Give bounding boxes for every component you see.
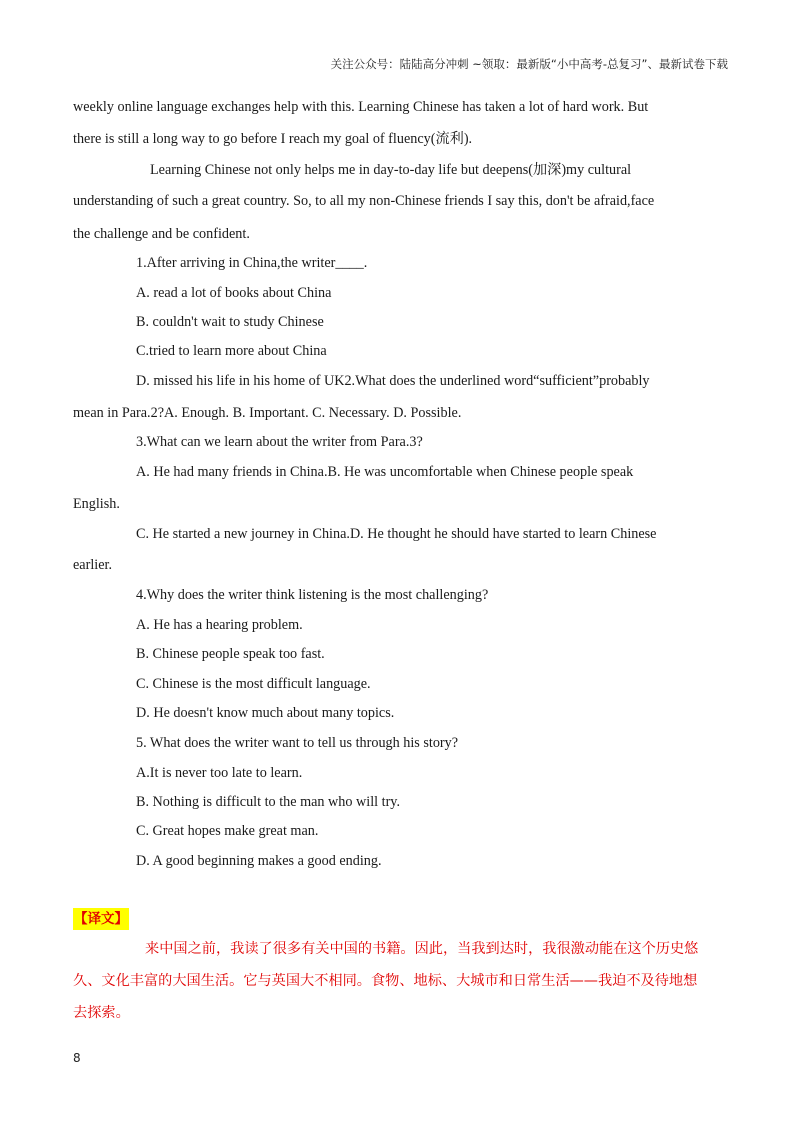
option-text: C. Great hopes make great man. (136, 823, 319, 839)
question-2-line: D. missed his life in his home of UK2.What does the underlined word“sufficient”probably (136, 373, 650, 389)
question-2-line: mean in Para.2?A. Enough. B. Important. C. Necessary. D. Possible. (73, 405, 462, 421)
translation-line: 去探索。 (73, 1005, 130, 1021)
option-text: B. couldn't wait to study Chinese (136, 314, 324, 330)
question-1: 1.After arriving in China,the writer____. (136, 255, 368, 271)
question-5: 5. What does the writer want to tell us through his story? (136, 735, 459, 751)
option-text: D. A good beginning makes a good ending. (136, 853, 382, 869)
translation-label: 【译文】 (73, 908, 129, 930)
option-text: A.It is never too late to learn. (136, 765, 303, 781)
option-text: B. Chinese people speak too fast. (136, 646, 325, 662)
option-text: C.tried to learn more about China (136, 343, 327, 359)
translation-line: 来中国之前，我读了很多有关中国的书籍。因此，当我到达时，我很激动能在这个历史悠 (145, 941, 699, 957)
passage-line: Learning Chinese not only helps me in day-to-day life but deepens(加深)my cultural (150, 162, 632, 178)
passage-line: there is still a long way to go before I reach my goal of fluency(流利). (73, 131, 473, 147)
option-text: C. Chinese is the most difficult language. (136, 676, 371, 692)
translation-line: 久、文化丰富的大国生活。它与英国大不相同。食物、地标、大城市和日常生活——我迫不及待地想 (73, 973, 698, 989)
passage-line: weekly online language exchanges help with this. Learning Chinese has taken a lot of hard work. But (73, 99, 649, 115)
page-header: 关注公众号：陆陆高分冲刺 ~领取：最新版“小中高考-总复习”、最新试卷下载 (330, 57, 728, 71)
option-text: C. He started a new journey in China.D. He thought he should have started to learn Chinese (136, 526, 657, 542)
page-number: 8 (73, 1051, 81, 1065)
option-text: English. (73, 496, 120, 512)
option-text: B. Nothing is difficult to the man who will try. (136, 794, 401, 810)
option-text: earlier. (73, 557, 112, 573)
question-3: 3.What can we learn about the writer from Para.3? (136, 434, 423, 450)
passage-line: understanding of such a great country. So, to all my non-Chinese friends I say this, don't be afraid,face (73, 193, 655, 209)
option-text: A. He had many friends in China.B. He was uncomfortable when Chinese people speak (136, 464, 634, 480)
option-text: D. He doesn't know much about many topics. (136, 705, 395, 721)
question-4: 4.Why does the writer think listening is the most challenging? (136, 587, 489, 603)
option-text: A. He has a hearing problem. (136, 617, 303, 633)
passage-line: the challenge and be confident. (73, 226, 250, 242)
option-text: A. read a lot of books about China (136, 285, 332, 301)
